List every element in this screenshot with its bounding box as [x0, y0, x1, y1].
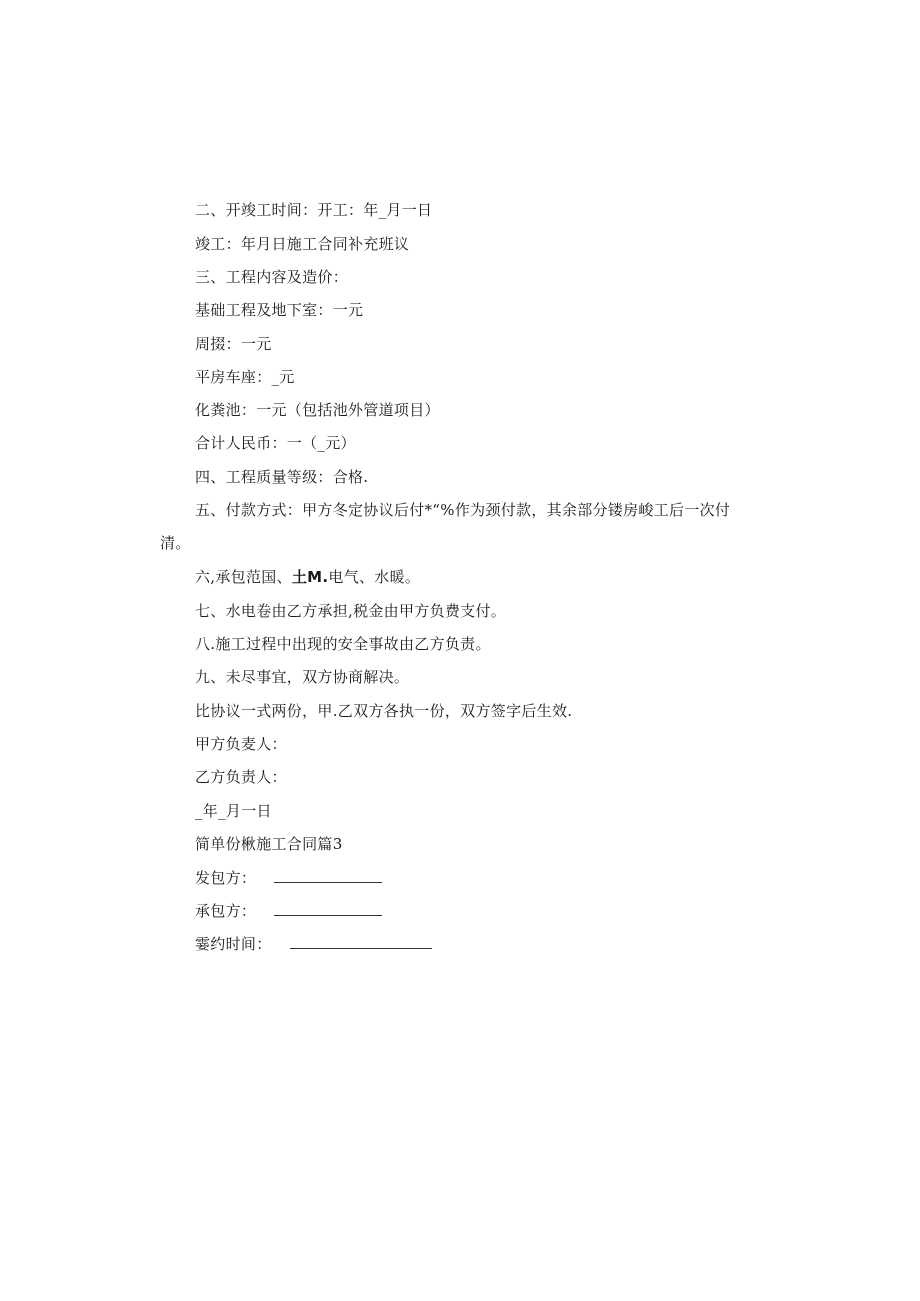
clause-5-payment: 五、付款方式：甲方冬定协议后付*“%作为颈付款，其余部分镂房峻工后一次付清。	[160, 501, 731, 552]
clause-6-part-a: 六,承包范国、	[195, 568, 292, 586]
signing-time-blank[interactable]	[290, 934, 432, 949]
party-b-signatory: 乙方负责人：	[195, 768, 287, 786]
clause-6-scope	[195, 567, 420, 587]
total-cost: 合计人民币：一（_元）	[195, 434, 356, 452]
employer-blank[interactable]	[274, 868, 382, 883]
completion-line: 竣工：年月日施工合同补充班议	[195, 235, 410, 253]
perimeter-cost: 周掇：一元	[195, 335, 272, 353]
clause-8-safety: 八.施工过程中出现的安全事故由乙方负责。	[195, 635, 491, 653]
contractor-blank[interactable]	[274, 901, 382, 916]
foundation-cost: 基础工程及地下室：一元	[195, 301, 364, 319]
clause-9-misc: 九、未尽事宜，双方协商解决。	[195, 668, 410, 686]
signing-time-label: 霎约时间：	[195, 935, 272, 953]
clause-3-heading: 三、工程内容及造价：	[195, 268, 349, 286]
contractor-line	[195, 901, 382, 921]
contractor-label: 承包方：	[195, 902, 257, 920]
signing-date: _年_月一日	[195, 802, 272, 820]
garage-cost: 平房车座：_元	[195, 368, 295, 386]
employer-label: 发包方：	[195, 869, 257, 887]
clause-6-part-b: 土M.	[291, 568, 329, 586]
party-a-signatory: 甲方负麦人：	[195, 735, 287, 753]
signing-time-line	[195, 934, 432, 954]
employer-line	[195, 868, 382, 888]
clause-4-quality: 四、工程质量等级：合格.	[195, 468, 369, 486]
clause-7-fees: 七、水电卷由乙方承担,税金由甲方负费支付。	[195, 602, 507, 620]
agreement-copies: 比协议一式两份，甲.乙双方各执一份，双方签字后生效.	[195, 702, 573, 720]
septic-cost: 化粪池：一元（包括池外管道项目）	[195, 401, 440, 419]
section-title-3: 简单份楸施工合同篇3	[195, 835, 343, 853]
clause-2-schedule: 二、开竣工时间：开工：年_月一日	[195, 201, 433, 219]
clause-6-part-c: 电气、水暖。	[328, 568, 421, 586]
